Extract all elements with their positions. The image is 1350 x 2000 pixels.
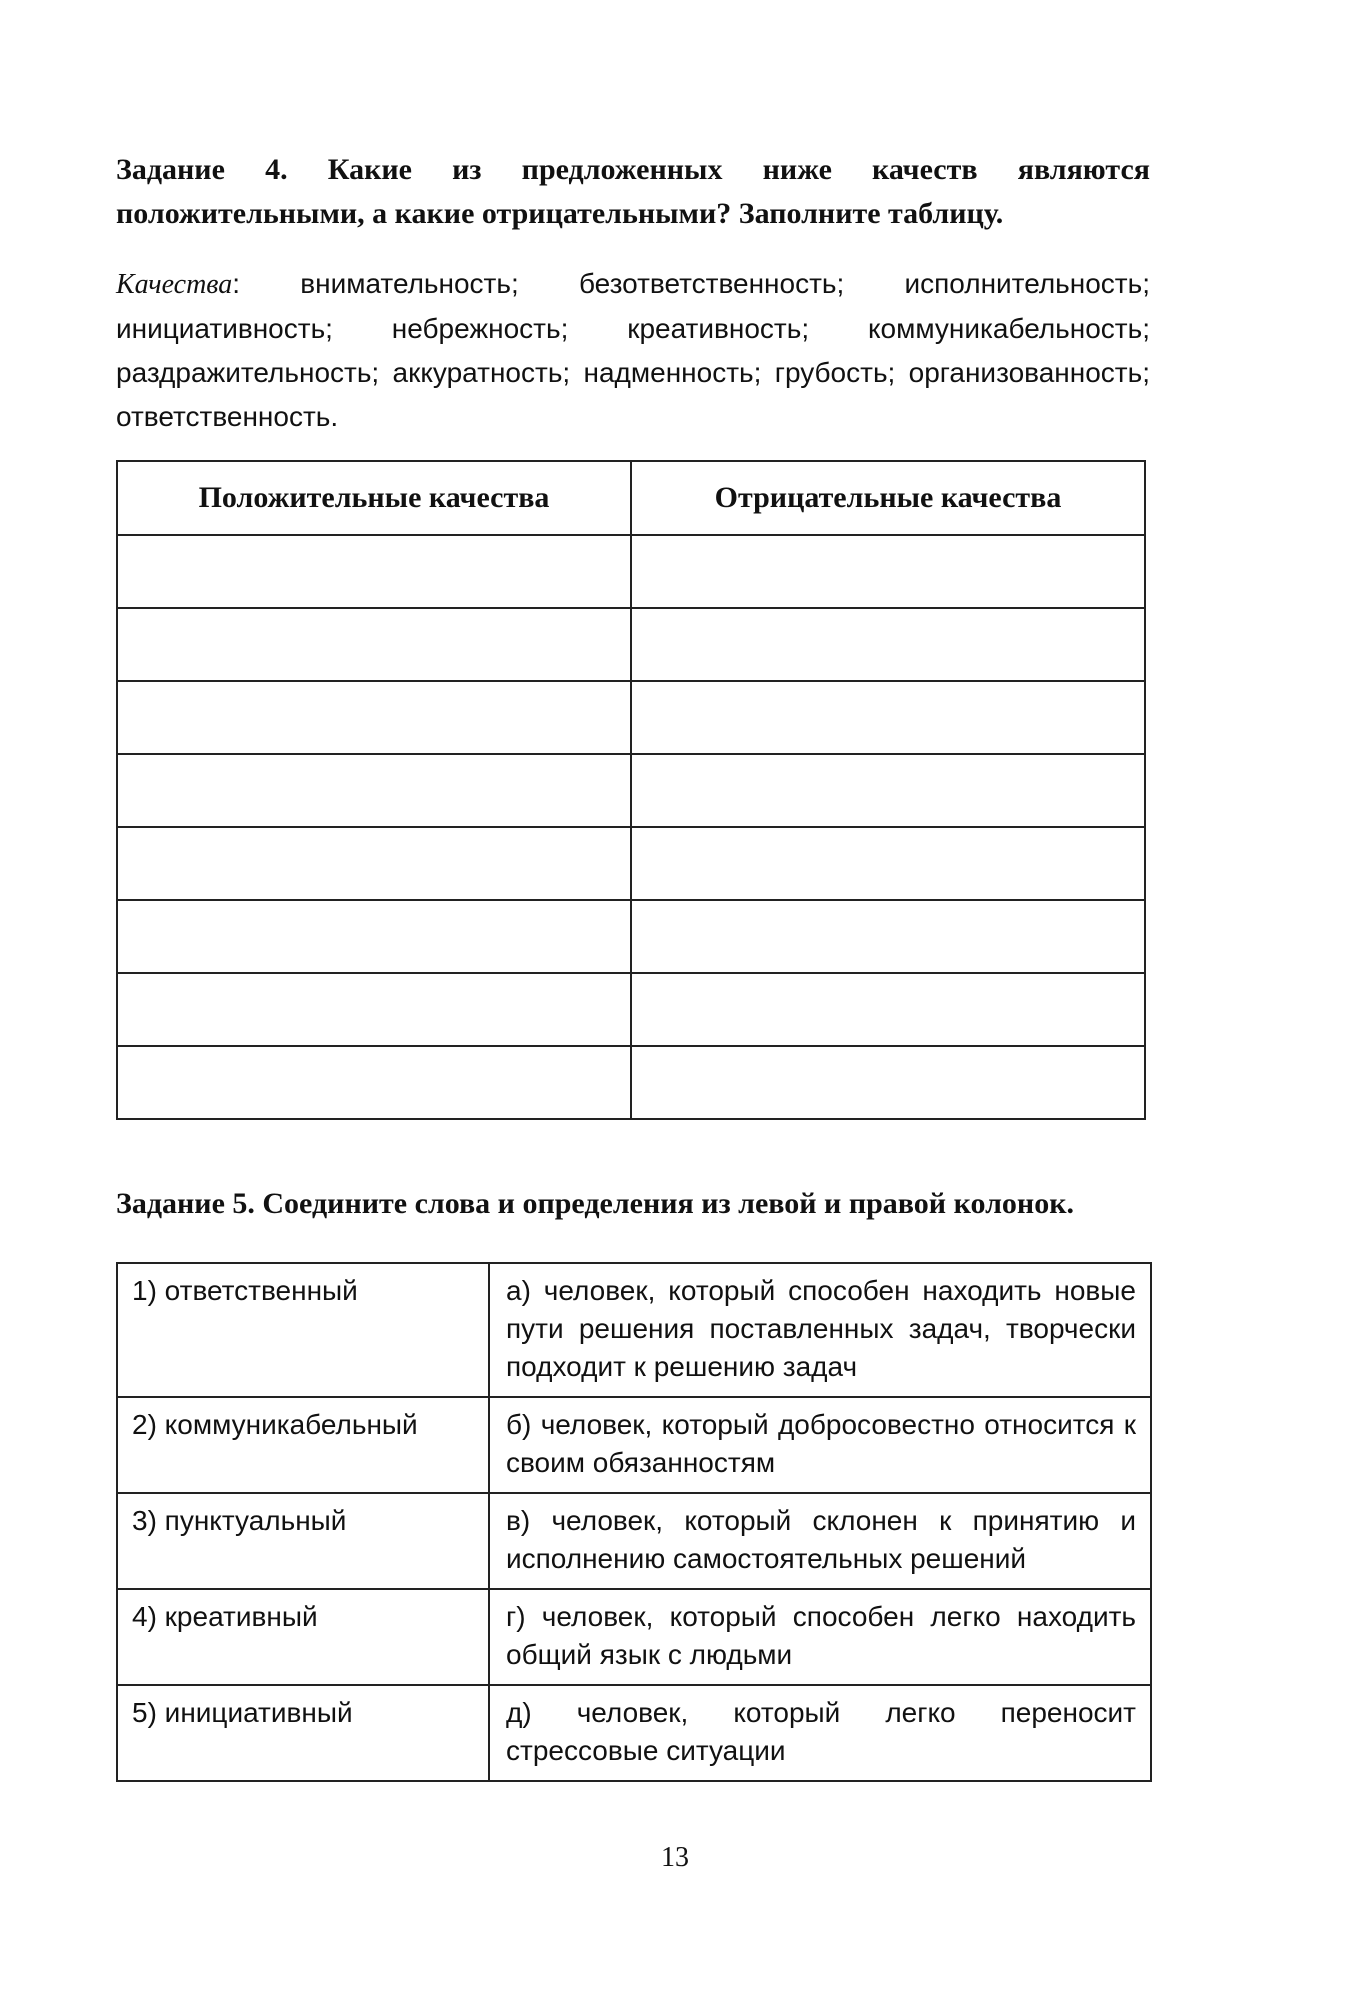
match-word: 4) креативный — [117, 1589, 489, 1685]
match-definition: д) человек, который легко переносит стрессовые ситуации — [489, 1685, 1151, 1781]
match-word: 1) ответственный — [117, 1263, 489, 1397]
matching-table — [116, 1262, 1152, 1782]
table-row — [117, 1046, 1145, 1119]
table-row — [117, 827, 1145, 900]
positive-cell[interactable] — [117, 754, 631, 827]
match-row — [117, 1685, 1151, 1781]
match-word: 5) инициативный — [117, 1685, 489, 1781]
negative-cell[interactable] — [631, 535, 1145, 608]
match-word: 2) коммуникабельный — [117, 1397, 489, 1493]
table-row — [117, 900, 1145, 973]
page-number: 13 — [661, 1842, 689, 1873]
col-negative-header: Отрицательные качества — [631, 461, 1145, 535]
table-row — [117, 973, 1145, 1046]
match-definition: г) человек, который способен легко находить общий язык с людьми — [489, 1589, 1151, 1685]
qualities-table — [116, 460, 1146, 1120]
negative-cell[interactable] — [631, 827, 1145, 900]
qualities-list — [116, 262, 1150, 439]
positive-cell[interactable] — [117, 973, 631, 1046]
table-row — [117, 681, 1145, 754]
task5-heading: Задание 5. Соедините слова и определения из левой и правой колонок. — [116, 1187, 1074, 1220]
match-definition: б) человек, который добросовестно относится к своим обязанностям — [489, 1397, 1151, 1493]
positive-cell[interactable] — [117, 608, 631, 681]
match-row — [117, 1493, 1151, 1589]
negative-cell[interactable] — [631, 973, 1145, 1046]
negative-cell[interactable] — [631, 754, 1145, 827]
table-row — [117, 754, 1145, 827]
positive-cell[interactable] — [117, 535, 631, 608]
negative-cell[interactable] — [631, 900, 1145, 973]
negative-cell[interactable] — [631, 681, 1145, 754]
negative-cell[interactable] — [631, 608, 1145, 681]
qualities-table-header — [117, 461, 1145, 535]
match-definition: а) человек, который способен находить новые пути решения поставленных задач, творчески подходит к решению задач — [489, 1263, 1151, 1397]
task4-heading: Задание 4. Какие из предложенных ниже качеств являются положительными, а какие отрицательными? Заполните таблицу. — [116, 153, 1150, 230]
positive-cell[interactable] — [117, 681, 631, 754]
table-row — [117, 608, 1145, 681]
table-row — [117, 535, 1145, 608]
match-word: 3) пунктуальный — [117, 1493, 489, 1589]
qualities-text: : внимательность; безответственность; исполнительность; инициативность; небрежность; креативность; коммуникабельность; раздражительность; аккуратность; надменность; грубость; организованность; ответственность. — [116, 268, 1150, 432]
positive-cell[interactable] — [117, 900, 631, 973]
positive-cell[interactable] — [117, 827, 631, 900]
col-positive-header: Положительные качества — [117, 461, 631, 535]
negative-cell[interactable] — [631, 1046, 1145, 1119]
positive-cell[interactable] — [117, 1046, 631, 1119]
match-row — [117, 1397, 1151, 1493]
qualities-lead: Качества — [116, 269, 233, 300]
match-definition: в) человек, который склонен к принятию и исполнению самостоятельных решений — [489, 1493, 1151, 1589]
match-row — [117, 1589, 1151, 1685]
match-row — [117, 1263, 1151, 1397]
